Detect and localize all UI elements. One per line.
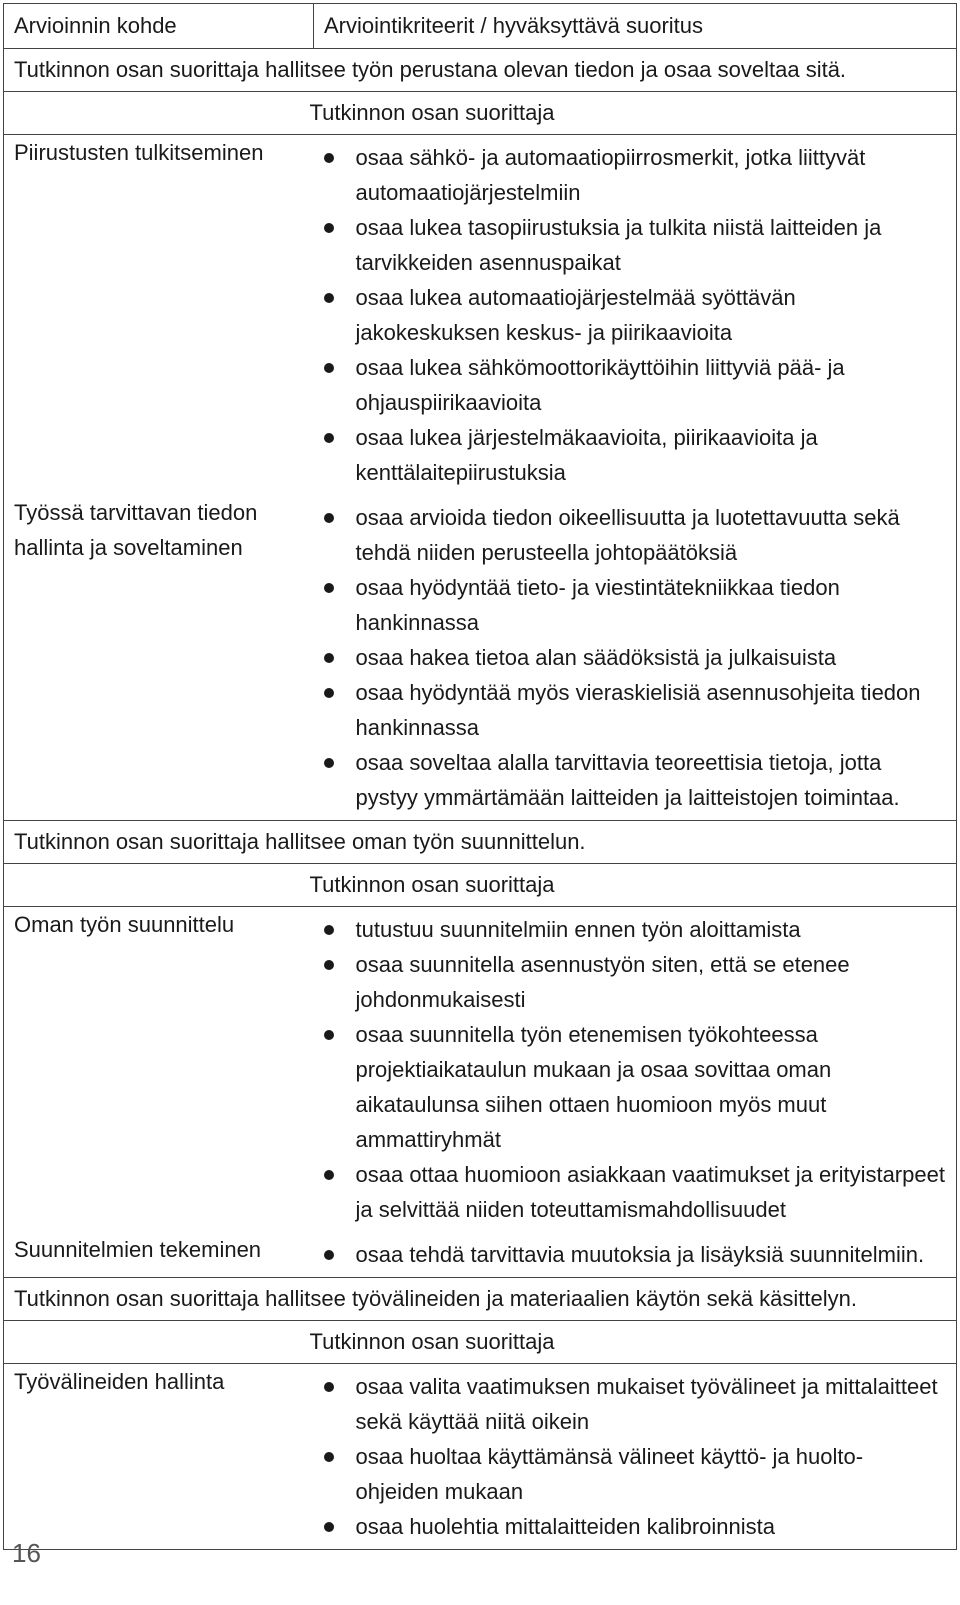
criteria-list-item: osaa suunnitella asennustyön siten, että se etenee johdonmukaisesti (324, 947, 947, 1017)
criteria-cell (314, 495, 957, 821)
header-col-target: Arvioinnin kohde (4, 4, 314, 49)
section-subheader (309, 864, 957, 907)
section-subheader-row (4, 864, 957, 907)
criteria-list-item: osaa suunnitella työn etenemisen työkohteessa projektiaikataulun mukaan ja osaa sovittaa oman aikataulunsa siihen ottaen huomioon myös muut ammattiryhmät (324, 1017, 947, 1157)
subheader-empty-cell (4, 864, 314, 907)
table-header-row (4, 4, 957, 49)
criteria-list (324, 495, 947, 820)
section-title: Tutkinnon osan suorittaja hallitsee työn perustana olevan tiedon ja osaa soveltaa sitä. (4, 49, 957, 92)
criteria-list-item: osaa huoltaa käyttämänsä välineet käyttö- ja huolto-ohjeiden mukaan (324, 1439, 947, 1509)
section-title: Tutkinnon osan suorittaja hallitsee oman työn suunnittelun. (4, 821, 957, 864)
criteria-list-item: osaa ottaa huomioon asiakkaan vaatimukset ja erityistarpeet ja selvittää niiden toteuttamismahdollisuudet (324, 1157, 947, 1227)
assessment-target: Piirustusten tulkitseminen (4, 135, 314, 496)
subheader-empty-cell (4, 92, 314, 135)
criteria-list-item: osaa lukea järjestelmäkaavioita, piirikaavioita ja kenttälaitepiirustuksia (324, 420, 947, 490)
criteria-list-item: tutustuu suunnitelmiin ennen työn aloittamista (324, 912, 947, 947)
criteria-list (324, 1232, 947, 1277)
criteria-list-item: osaa huolehtia mittalaitteiden kalibroinnista (324, 1509, 947, 1544)
header-col-criteria: Arviointikriteerit / hyväksyttävä suoritus (314, 4, 957, 49)
section-title-row (4, 821, 957, 864)
criteria-list-item: osaa hyödyntää myös vieraskielisiä asennusohjeita tiedon hankinnassa (324, 675, 947, 745)
criteria-list-item: osaa lukea tasopiirustuksia ja tulkita niistä laitteiden ja tarvikkeiden asennuspaikat (324, 210, 947, 280)
criteria-row (4, 1364, 957, 1550)
section-subheader-label: Tutkinnon osan suorittaja (309, 100, 555, 125)
page-number: 16 (12, 1538, 41, 1568)
criteria-list-item: osaa sähkö- ja automaatiopiirrosmerkit, jotka liittyvät automaatiojärjestelmiin (324, 140, 947, 210)
criteria-table-body (4, 4, 957, 1550)
section-subheader-label: Tutkinnon osan suorittaja (309, 1329, 555, 1354)
section-subheader (309, 1321, 957, 1364)
criteria-cell (314, 135, 957, 496)
criteria-cell (314, 1232, 957, 1278)
assessment-target: Suunnitelmien tekeminen (4, 1232, 314, 1278)
section-subheader-row (4, 92, 957, 135)
criteria-list-item: osaa hakea tietoa alan säädöksistä ja julkaisuista (324, 640, 947, 675)
assessment-target: Työvälineiden hallinta (4, 1364, 314, 1550)
criteria-list (324, 1364, 947, 1549)
criteria-cell (314, 907, 957, 1233)
criteria-list-item: osaa valita vaatimuksen mukaiset työvälineet ja mittalaitteet sekä käyttää niitä oikein (324, 1369, 947, 1439)
criteria-list-item: osaa lukea automaatiojärjestelmää syöttävän jakokeskuksen keskus- ja piirikaavioita (324, 280, 947, 350)
assessment-target: Työssä tarvittavan tiedon hallinta ja soveltaminen (4, 495, 314, 821)
subheader-empty-cell (4, 1321, 314, 1364)
section-subheader-row (4, 1321, 957, 1364)
section-title-row (4, 1278, 957, 1321)
criteria-list (324, 907, 947, 1232)
assessment-target: Oman työn suunnittelu (4, 907, 314, 1233)
criteria-row (4, 135, 957, 496)
criteria-list-item: osaa tehdä tarvittavia muutoksia ja lisäyksiä suunnitelmiin. (324, 1237, 947, 1272)
criteria-row (4, 907, 957, 1233)
criteria-list-item: osaa lukea sähkömoottorikäyttöihin liittyviä pää- ja ohjauspiirikaavioita (324, 350, 947, 420)
section-subheader-label: Tutkinnon osan suorittaja (309, 872, 555, 897)
section-subheader (309, 92, 957, 135)
criteria-list-item: osaa arvioida tiedon oikeellisuutta ja luotettavuutta sekä tehdä niiden perusteella johtopäätöksiä (324, 500, 947, 570)
criteria-row (4, 495, 957, 821)
criteria-table (3, 3, 957, 1550)
section-title-row (4, 49, 957, 92)
criteria-list-item: osaa soveltaa alalla tarvittavia teoreettisia tietoja, jotta pystyy ymmärtämään laitteiden ja laitteistojen toimintaa. (324, 745, 947, 815)
criteria-row (4, 1232, 957, 1278)
criteria-list-item: osaa hyödyntää tieto- ja viestintätekniikkaa tiedon hankinnassa (324, 570, 947, 640)
criteria-cell (314, 1364, 957, 1550)
criteria-list (324, 135, 947, 495)
section-title: Tutkinnon osan suorittaja hallitsee työvälineiden ja materiaalien käytön sekä käsittelyn. (4, 1278, 957, 1321)
